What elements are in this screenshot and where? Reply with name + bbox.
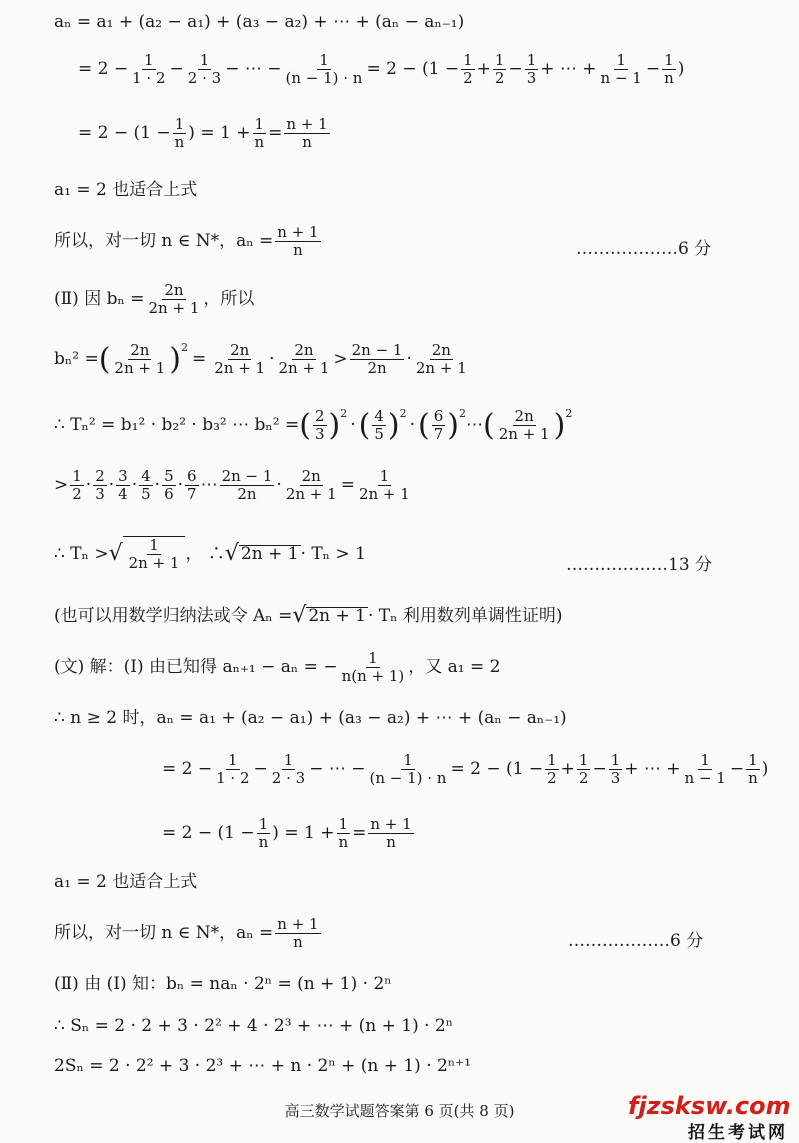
statement-a1: a₁ = 2 也适合上式 (54, 180, 198, 200)
fraction: $\frac{5}{6}$ (164, 467, 174, 504)
fraction: $\frac{4}{5}$ (141, 467, 151, 504)
fraction: $\frac{2n}{2n + 1}$ (214, 341, 266, 378)
fraction: $\frac{1}{2}$ (578, 751, 589, 788)
fraction: $\frac{1}{2}$ (72, 467, 82, 504)
formula-inequality-chain: > $\frac{1}{2}$ · $\frac{2}{3}$ · $\frac{3}{4}$ · $\frac{4}{5}$ · $\frac{5}{6}$ · $\frac{6}{7}$ ⋯ $\frac{2n - 1}{2n}$ · $\frac{2n}{2n + 1}$ = $\frac{1}{2n + 1}$ (54, 467, 410, 504)
formula-tn-product: ∴ Tₙ² = b₁² · b₂² · b₃² ⋯ bₙ² = ( $\frac{2}{3}$ ) $^2$ · ( $\frac{4}{5}$ ) $^2$ · ( $\frac{6}{7}$ ) $^2$ ⋯ ( $\frac{2n}{2n + 1}$ ) $^2$ (54, 407, 573, 444)
fraction: $\frac{1}{n(n + 1)}$ (341, 649, 405, 686)
fraction: $\frac{6}{7}$ (187, 467, 197, 504)
fraction: $\frac{1}{n - 1}$ (600, 51, 642, 88)
statement-a1-2: a₁ = 2 也适合上式 (54, 872, 198, 892)
formula-sn: ∴ Sₙ = 2 · 2 + 3 · 2² + 4 · 2³ + ⋯ + (n + 1) · 2ⁿ (54, 1016, 454, 1036)
fraction: $\frac{1}{3}$ (610, 751, 621, 788)
alternative-proof-note: (也可以用数学归纳法或令 Aₙ = √ 2n + 1 · Tₙ 利用数列单调性证明) (54, 603, 563, 628)
fraction: $\frac{1}{2 \cdot 3}$ (271, 751, 306, 788)
score-mark: ………………13 分 (566, 555, 713, 575)
fraction: $\frac{1}{n}$ (338, 815, 349, 852)
formula-an-sum: aₙ = a₁ + (a₂ − a₁) + (a₃ − a₂) + ⋯ + (aₙ − aₙ₋₁) (54, 12, 465, 32)
fraction: $\frac{1}{n}$ (748, 751, 758, 788)
part2-bn-formula: (Ⅱ) 由 (Ⅰ) 知：bₙ = naₙ · 2ⁿ = (n + 1) · 2ⁿ (54, 974, 392, 994)
fraction: $\frac{1}{2 \cdot 3}$ (187, 51, 222, 88)
fraction: $\frac{2}{3}$ (314, 407, 325, 444)
sqrt: √ 2n + 1 (224, 541, 299, 567)
fraction: $\frac{2n}{2n + 1}$ (285, 467, 337, 504)
fraction: $\frac{2n}{2n + 1}$ (114, 341, 166, 378)
fraction: $\frac{1}{n}$ (174, 115, 185, 152)
fraction: $\frac{1}{n}$ (254, 115, 265, 152)
fraction: $\frac{n + 1}{n}$ (277, 223, 319, 260)
logo-subtitle: 招生考试网 (688, 1123, 788, 1143)
fraction: $\frac{2n}{2n + 1}$ (498, 407, 550, 444)
fraction: $\frac{1}{n - 1}$ (684, 751, 726, 788)
fraction: $\frac{1}{2n + 1}$ (358, 467, 410, 504)
fraction: $\frac{1}{(n - 1) \cdot n}$ (369, 751, 447, 788)
fraction: $\frac{6}{7}$ (433, 407, 444, 444)
fraction: $\frac{n + 1}{n}$ (370, 815, 412, 852)
fraction: $\frac{4}{5}$ (374, 407, 384, 444)
fraction: $\frac{1}{2}$ (547, 751, 557, 788)
score-mark: ………………6 分 (568, 931, 704, 951)
logo-text: fjzsksw.com (628, 1092, 791, 1120)
fraction: $\frac{1}{1 \cdot 2}$ (132, 51, 166, 88)
fraction: $\frac{1}{n}$ (664, 51, 674, 88)
fraction: $\frac{n + 1}{n}$ (286, 115, 328, 152)
fraction: $\frac{1}{2}$ (463, 51, 473, 88)
formula-bn-squared: bₙ² = ( $\frac{2n}{2n + 1}$ ) $^2$ = $\frac{2n}{2n + 1}$ · $\frac{2n}{2n + 1}$ > $\frac{2n - 1}{2n}$ · $\frac{2n}{2n + 1}$ (54, 341, 467, 378)
fraction: $\frac{2n}{2n + 1}$ (148, 281, 200, 318)
formula-result-2: = 2 − (1 − $\frac{1}{n}$ ) = 1 + $\frac{1}{n}$ = $\frac{n + 1}{n}$ (162, 815, 412, 852)
sqrt: √ 2n + 1 (292, 603, 366, 628)
fraction: $\frac{3}{4}$ (118, 467, 128, 504)
liberal-arts-solution-intro: (文) 解：(Ⅰ) 由已知得 aₙ₊₁ − aₙ = − $\frac{1}{n(n + 1)}$ ，又 a₁ = 2 (54, 649, 501, 686)
formula-an-sum-2: ∴ n ≥ 2 时，aₙ = a₁ + (a₂ − a₁) + (a₃ − a₂) + ⋯ + (aₙ − aₙ₋₁) (54, 708, 567, 728)
part2-intro: (Ⅱ) 因 bₙ = $\frac{2n}{2n + 1}$ ，所以 (54, 281, 255, 318)
formula-telescoping: = 2 − $\frac{1}{1 \cdot 2}$ − $\frac{1}{2 \cdot 3}$ − ⋯ − $\frac{1}{(n - 1) \cdot n}$ = 2 − (1 − $\frac{1}{2}$ + $\frac{1}{2}$ − $\frac{1}{3}$ + ⋯ + $\frac{1}{n - 1}$ − $\frac{1}{n}$ ) (78, 51, 685, 88)
fraction: $\frac{n + 1}{n}$ (277, 915, 319, 952)
fraction: $\frac{2n}{2n + 1}$ (415, 341, 467, 378)
formula-result: = 2 − (1 − $\frac{1}{n}$ ) = 1 + $\frac{1}{n}$ = $\frac{n + 1}{n}$ (78, 115, 328, 152)
fraction: $\frac{2n}{2n + 1}$ (278, 341, 330, 378)
page-footer: 高三数学试题答案第 6 页(共 8 页) (284, 1102, 515, 1120)
formula-2sn: 2Sₙ = 2 · 2² + 3 · 2³ + ⋯ + n · 2ⁿ + (n + 1) · 2ⁿ⁺¹ (54, 1056, 471, 1076)
fraction: $\frac{2}{3}$ (95, 467, 105, 504)
conclusion-an: 所以，对一切 n ∈ N*，aₙ = $\frac{n + 1}{n}$ (54, 223, 319, 260)
site-logo (628, 1092, 791, 1143)
fraction: $\frac{2n - 1}{2n}$ (221, 467, 273, 504)
formula-telescoping-2: = 2 − $\frac{1}{1 \cdot 2}$ − $\frac{1}{2 \cdot 3}$ − ⋯ − $\frac{1}{(n - 1) \cdot n}$ = 2 − (1 − $\frac{1}{2}$ + $\frac{1}{2}$ − $\frac{1}{3}$ + ⋯ + $\frac{1}{n - 1}$ − $\frac{1}{n}$ ) (162, 751, 769, 788)
fraction: $\frac{1}{3}$ (526, 51, 537, 88)
sqrt: √ $\frac{1}{2n + 1}$ (109, 536, 186, 573)
fraction: $\frac{1}{n}$ (258, 815, 269, 852)
fraction: $\frac{1}{(n - 1) \cdot n}$ (285, 51, 363, 88)
score-mark: ………………6 分 (576, 239, 712, 259)
formula-tn-bound: ∴ Tₙ > √ $\frac{1}{2n + 1}$ ， ∴ √ 2n + 1 · Tₙ > 1 (54, 536, 366, 573)
fraction: $\frac{2n - 1}{2n}$ (351, 341, 403, 378)
fraction: $\frac{1}{1 \cdot 2}$ (216, 751, 250, 788)
fraction: $\frac{1}{2}$ (494, 51, 505, 88)
conclusion-an-2: 所以，对一切 n ∈ N*，aₙ = $\frac{n + 1}{n}$ (54, 915, 319, 952)
